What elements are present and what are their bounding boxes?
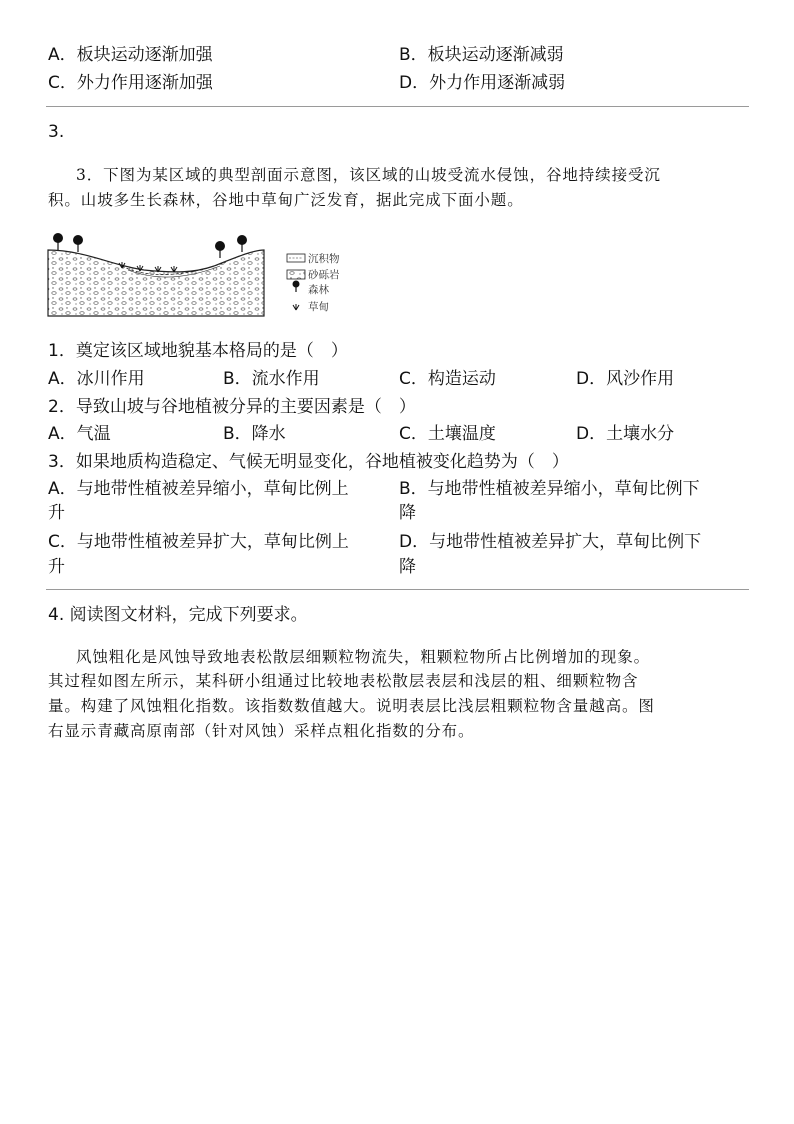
prev-option-b: B．板块运动逐渐减弱 xyxy=(399,45,564,65)
legend-gravel-rock: 砂砾岩 xyxy=(308,269,340,281)
q3-sub3-option-c-line2: 升 xyxy=(48,557,65,577)
q3-sub3-option-b-line2: 降 xyxy=(399,503,416,523)
q3-sub2-option-a: A．气温 xyxy=(48,424,111,444)
q4-para-line3: 量。构建了风蚀粗化指数。该指数数值越大。说明表层比浅层粗颗粒物含量越高。图 xyxy=(48,697,655,715)
q3-sub3-stem: 3．如果地质构造稳定、气候无明显变化，谷地植被变化趋势为（ ） xyxy=(48,452,569,472)
prev-option-d: D．外力作用逐渐减弱 xyxy=(399,73,566,93)
q4-para-line2: 其过程如图左所示，某科研小组通过比较地表松散层表层和浅层的粗、细颗粒物含 xyxy=(48,672,639,690)
q3-intro-line1: 3．下图为某区域的典型剖面示意图，该区域的山坡受流水侵蚀，谷地持续接受沉 xyxy=(76,166,661,184)
q3-sub1-option-d: D．风沙作用 xyxy=(576,369,675,389)
q3-sub3-option-d-line2: 降 xyxy=(399,557,416,577)
legend-sediment: 沉积物 xyxy=(308,253,340,265)
legend-meadow: 草甸 xyxy=(308,301,329,313)
q4-para-line1: 风蚀粗化是风蚀导致地表松散层细颗粒物流失，粗颗粒物所占比例增加的现象。 xyxy=(76,648,651,666)
q3-sub1-option-a: A．冰川作用 xyxy=(48,369,145,389)
q3-number: 3. xyxy=(48,122,65,142)
q3-sub2-stem: 2．导致山坡与谷地植被分异的主要因素是（ ） xyxy=(48,397,416,417)
q3-sub1-stem: 1．奠定该区域地貌基本格局的是（ ） xyxy=(48,341,348,361)
cross-section-figure xyxy=(44,226,364,322)
q3-sub3-option-c-line1: C．与地带性植被差异扩大，草甸比例上 xyxy=(48,532,349,552)
q4-title: 4. 阅读图文材料，完成下列要求。 xyxy=(48,605,308,625)
legend-forest: 森林 xyxy=(308,284,329,296)
divider-2 xyxy=(46,589,749,590)
q3-sub3-option-d-line1: D．与地带性植被差异扩大，草甸比例下 xyxy=(399,532,702,552)
prev-option-a: A．板块运动逐渐加强 xyxy=(48,45,213,65)
q3-sub2-option-b: B．降水 xyxy=(223,424,286,444)
prev-option-c: C．外力作用逐渐加强 xyxy=(48,73,213,93)
divider-1 xyxy=(46,106,749,107)
q3-sub3-option-a-line2: 升 xyxy=(48,503,65,523)
q3-intro-line2: 积。山坡多生长森林，谷地中草甸广泛发育，据此完成下面小题。 xyxy=(48,191,524,209)
q3-sub3-option-b-line1: B．与地带性植被差异缩小，草甸比例下 xyxy=(399,479,700,499)
q4-para-line4: 右显示青藏高原南部（针对风蚀）采样点粗化指数的分布。 xyxy=(48,722,475,740)
q3-sub1-option-b: B．流水作用 xyxy=(223,369,320,389)
q3-sub3-option-a-line1: A．与地带性植被差异缩小，草甸比例上 xyxy=(48,479,349,499)
figure-legend xyxy=(287,252,340,313)
q3-sub2-option-d: D．土壤水分 xyxy=(576,424,675,444)
q3-sub2-option-c: C．土壤温度 xyxy=(399,424,496,444)
q3-sub1-option-c: C．构造运动 xyxy=(399,369,496,389)
forest-left xyxy=(53,233,83,252)
